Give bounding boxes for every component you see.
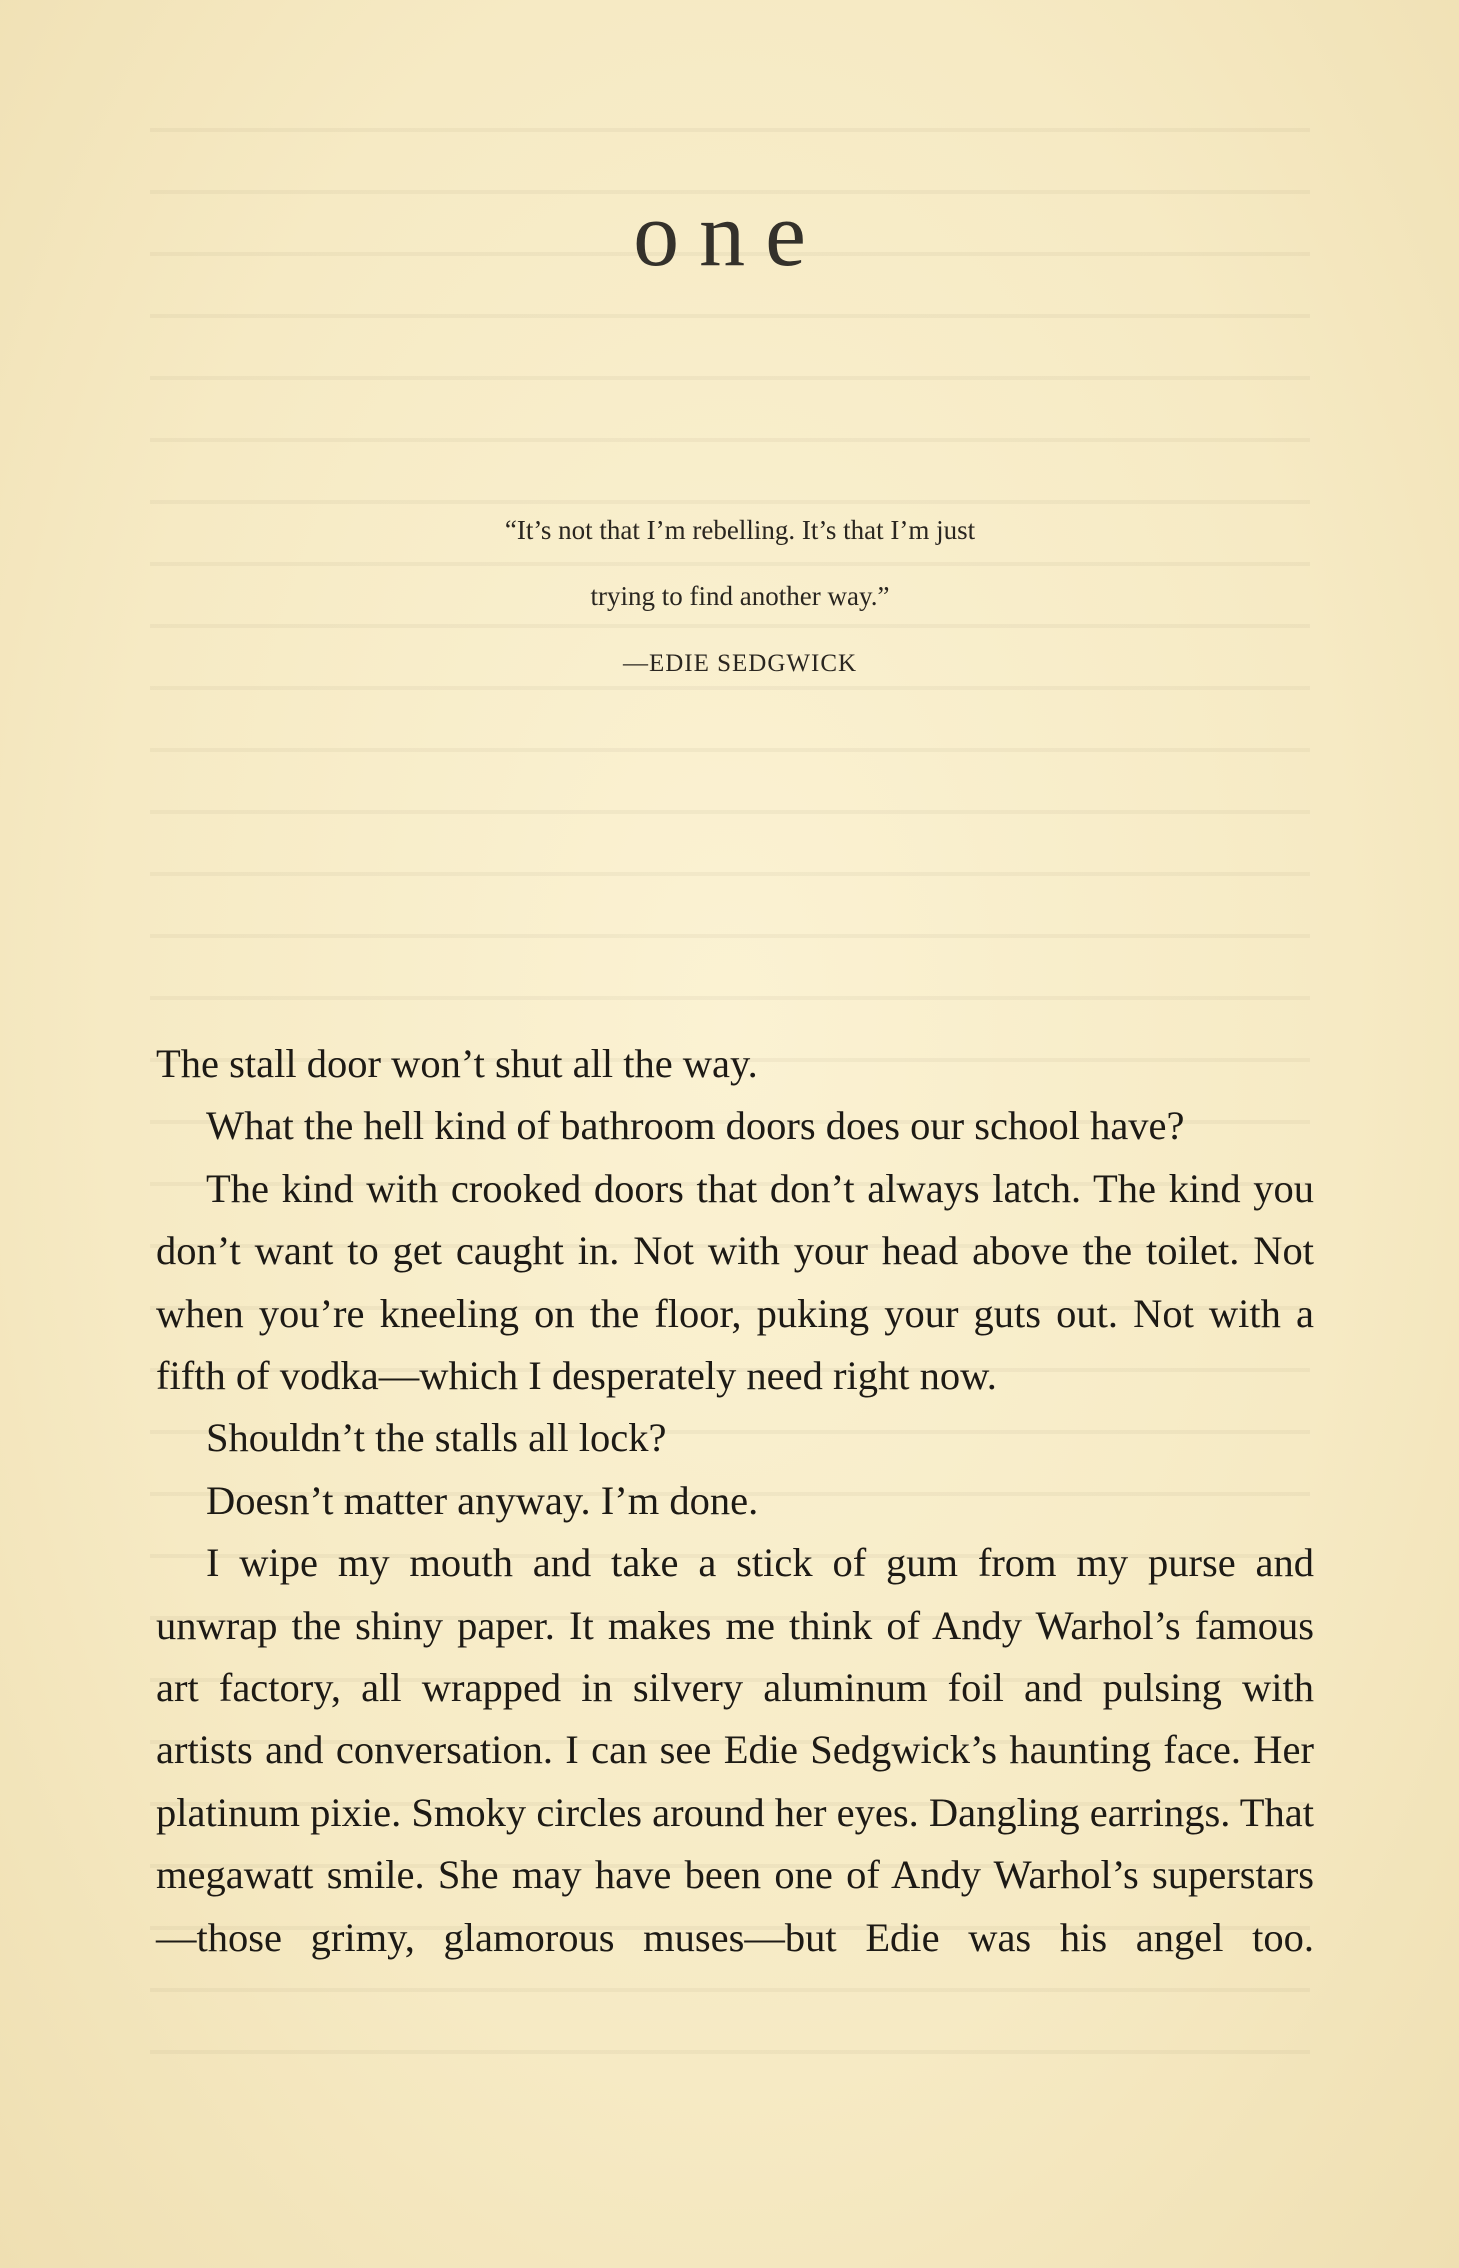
paragraph-1: The stall door won’t shut all the way. [156,1041,758,1086]
paragraph-6: I wipe my mouth and take a stick of gum from my purse and unwrap the shiny paper. It makes me think of Andy Warhol’s famous art factory, all wrapped in silvery aluminum foil and pulsing with artists and conversation. I can see Edie Sedgwick’s haunting face. Her platinum pixie. Smoky circles around her eyes. Dangling earrings. That megawatt smile. She may have been one of Andy Warhol’s superstars—those grimy, glamorous muses—but Edie was his angel too. [156,1540,1314,1960]
paragraph-3: The kind with crooked doors that don’t always latch. The kind you don’t want to get caught in. Not with your head above the toilet. Not when you’re kneeling on the floor, puking your guts out. Not with a fifth of vodka—which I desperately need right now. [156,1165,1314,1399]
epigraph-line-1: “It’s not that I’m rebelling. It’s that I’m just [504,515,976,545]
epigraph-line-2: trying to find another way.” [590,581,890,611]
chapter-title: one [633,183,826,285]
paragraph-4: Shouldn’t the stalls all lock? [206,1415,667,1461]
epigraph [420,490,1060,684]
chapter-body [156,1033,1314,1969]
paragraph-2: What the hell kind of bathroom doors does our school have? [206,1103,1185,1149]
epigraph-attribution: —EDIE SEDGWICK [622,650,858,677]
paragraph-5: Doesn’t matter anyway. I’m done. [206,1477,759,1523]
